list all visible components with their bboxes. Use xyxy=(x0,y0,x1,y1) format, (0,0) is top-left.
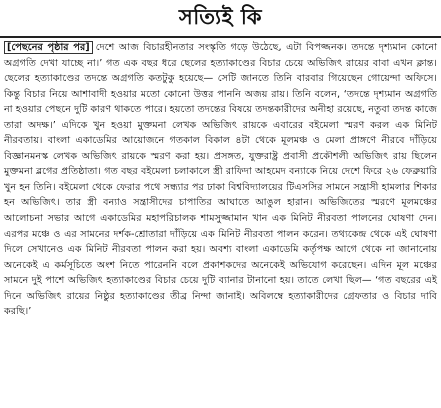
article-paragraph xyxy=(4,40,437,320)
continuation-kicker: [পেছনের পৃষ্ঠার পর] xyxy=(4,41,93,54)
headline-divider xyxy=(0,36,441,38)
article-text: দেশে আজ বিচারহীনতার সংস্কৃতি গড়ে উঠেছে, এটা বিপজ্জনক। তদন্তে দৃশ্যমান কোনো অগ্রগতি দেখা যাচ্ছে না।’ গত এক বছর ধরে ছেলের হত্যাকাণ্ডের বিচার চেয়ে অভিজিৎ রায়ের বাবা এখন ক্লান্ত। ছেলের হত্যাকাণ্ডের তদন্তে অগ্রগতি কতটুকু হয়েছে— সেটি জানতে তিনি বারবার গিয়েছেন গোয়েন্দা অফিসে। কিন্তু বিচার নিয়ে আশাবাদী হওয়ার মতো কোনো উত্তর পাননি অজয় রায়। তিনি বলেন, ‘তদন্তে দৃশ্যমান অগ্রগতি না হওয়ার পেছনে দুটি কারণ থাকতে পারে। হয়তো তদন্তের বিষয়ে তদন্তকারীদের অনীহা রয়েছে, নতুবা তদন্ত কাজে তারা অদক্ষ।’ এদিকে খুন হওয়া মুক্তমনা লেখক অভিজিৎ রায়কে এবারের বইমেলা স্মরণ করল এক মিনিট নীরবতায়। বাংলা একাডেমির আয়োজনে গতকাল বিকাল ৪টা থেকে মূলমঞ্চ ও মেলা প্রাঙ্গণে নীরবে দাঁড়িয়ে বিজ্ঞানমনস্ক লেখক অভিজিৎ রায়কে স্মরণ করা হয়। প্রসঙ্গত, যুক্তরাষ্ট্র প্রবাসী প্রকৌশলী অভিজিৎ রায় ছিলেন মুক্তমনা ব্লগের প্রতিষ্ঠাতা। গত বছর বইমেলা চলাকালে স্ত্রী রাফিদা আহমেদ বন্যাকে নিয়ে দেশে ফিরে ২৬ ফেব্রুয়ারি খুন হন তিনি। বইমেলা থেকে ফেরার পথে সন্ধ্যার পর ঢাকা বিশ্ববিদ্যালয়ের টিএসসির সামনে সন্ত্রাসী হামলার শিকার হন অভিজিৎ। তার স্ত্রী বন্যাও সন্ত্রাসীদের চাপাতির আঘাতে আঙুল হারান। অভিজিতের স্মরণে মূলমঞ্চের আলোচনা সভার আগে একাডেমির মহাপরিচালক শামসুজ্জামান খান এক মিনিট নীরবতা পালনের ঘোষণা দেন। এরপর মঞ্চে ও এর সামনের দর্শক-শ্রোতারা দাঁড়িয়ে এক মিনিট নীরবতা পালন করেন। তথ্যকেন্দ্র থেকে এই ঘোষণা দিলে সেখানেও এক মিনিট নীরবতা পালন করা হয়। অবশ্য বাংলা একাডেমি কর্তৃপক্ষ আগে থেকে না জানানোয় অনেকেই এ কর্মসূচিতে অংশ নিতে পারেননি বলে প্রকাশকদের অনেকেই অভিযোগ করেছেন। এদিন মূল মঞ্চের সামনে দুই পাশে অভিজিৎ হত্যাকাণ্ডের বিচার চেয়ে দুটি ব্যানার টানানো হয়। তাতে লেখা ছিল— ‘গত বছরের এই দিনে অভিজিৎ রায়ের নিষ্ঠুর হত্যাকাণ্ডের তীব্র নিন্দা জানাই। অবিলম্বে হত্যাকারীদের গ্রেফতার ও বিচার দাবি করছি।’ xyxy=(4,42,437,318)
article-body xyxy=(4,40,437,320)
headline: সত্যিই কি xyxy=(178,5,263,29)
